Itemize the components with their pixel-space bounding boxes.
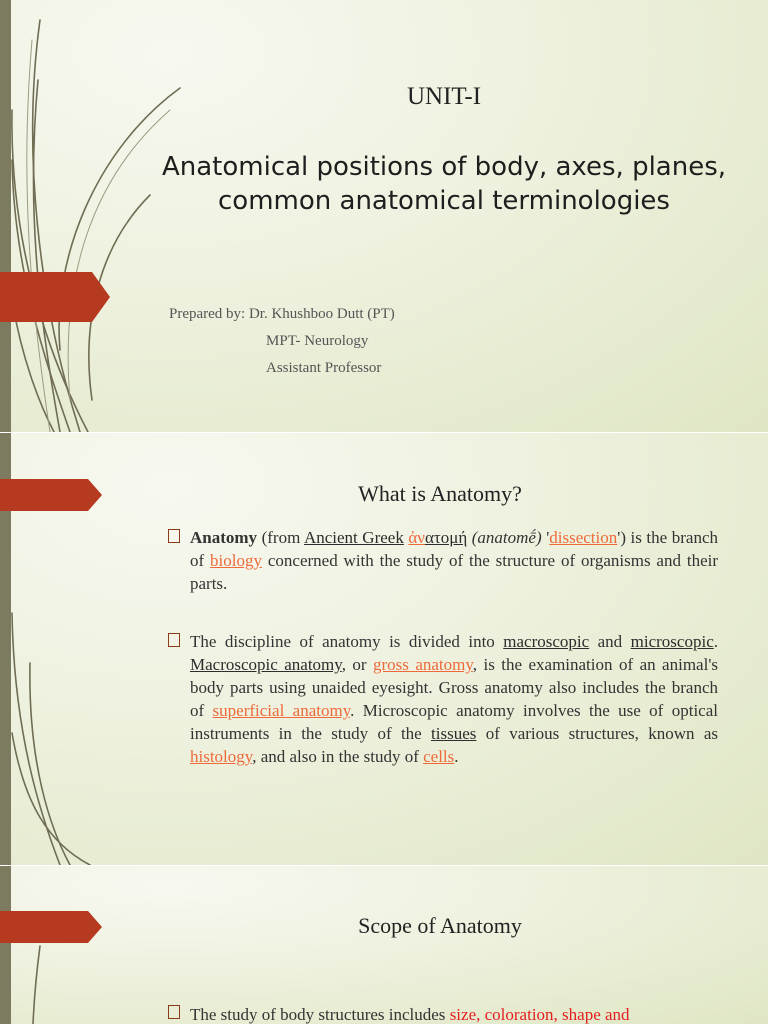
anatomy-divisions-paragraph: The discipline of anatomy is divided into macroscopic and microscopic. Macroscopic anatomy, or gross anatomy, is the examination of an animal's body parts using unaided eyesight. Gross anatomy also includes the branch of superficial anatomy. Microscopic anatomy involves the use of optical instruments in the study of the tissues of various structures, known as histology, and also in the study of cells. [190,632,718,766]
link-superficial-anatomy[interactable]: superficial anatomy [212,701,351,720]
link-tissues[interactable]: tissues [431,724,477,743]
link-macroscopic-anatomy[interactable]: Macroscopic anatomy [190,655,342,674]
scope-of-anatomy-slide [0,866,768,1024]
prepared-by-text: Prepared by: Dr. Khushboo Dutt (PT) [169,306,395,322]
degree-text: MPT- Neurology [266,333,369,349]
unit-title: UNIT-I [406,83,482,110]
link-gross-anatomy[interactable]: gross anatomy [373,655,473,674]
what-is-anatomy-slide [0,433,768,865]
slide-heading: Scope of Anatomy [358,913,522,938]
link-greek-word[interactable]: ἀν [408,528,425,547]
decorative-swirl-lines [0,866,200,1024]
bullet-icon [168,529,180,543]
transliteration: (anatomḗ) [471,528,542,547]
link-biology[interactable]: biology [210,551,262,570]
designation-text: Assistant Professor [266,360,382,376]
link-histology[interactable]: histology [190,747,253,766]
slide-heading: What is Anatomy? [358,481,522,506]
bullet-icon [168,1005,180,1019]
link-ancient-greek[interactable]: Ancient Greek [303,528,404,547]
bullet-icon [168,633,180,647]
link-dissection[interactable]: dissection [549,528,618,547]
anatomy-definition-paragraph: Anatomy (from Ancient Greek ἀνατομή (anatomḗ) 'dissection') is the branch of biology concerned with the study of the structure of organisms and their parts. [190,528,718,593]
highlighted-text: size, coloration, shape and [449,1005,630,1024]
presentation-title: Anatomical positions of body, axes, planes, common anatomical terminologies [161,152,727,216]
link-greek-word-rest[interactable]: ατομή [424,528,468,547]
title-slide [0,0,768,432]
slide-tab-marker [0,479,104,511]
link-cells[interactable]: cells [423,747,455,766]
slide-tab-marker [0,911,104,943]
scope-paragraph: The study of body structures includes size, coloration, shape and [190,1005,630,1024]
slide-tab-marker [0,272,112,322]
link-macroscopic[interactable]: macroscopic [503,632,590,651]
anatomy-term: Anatomy [190,528,258,547]
link-microscopic[interactable]: microscopic [630,632,714,651]
